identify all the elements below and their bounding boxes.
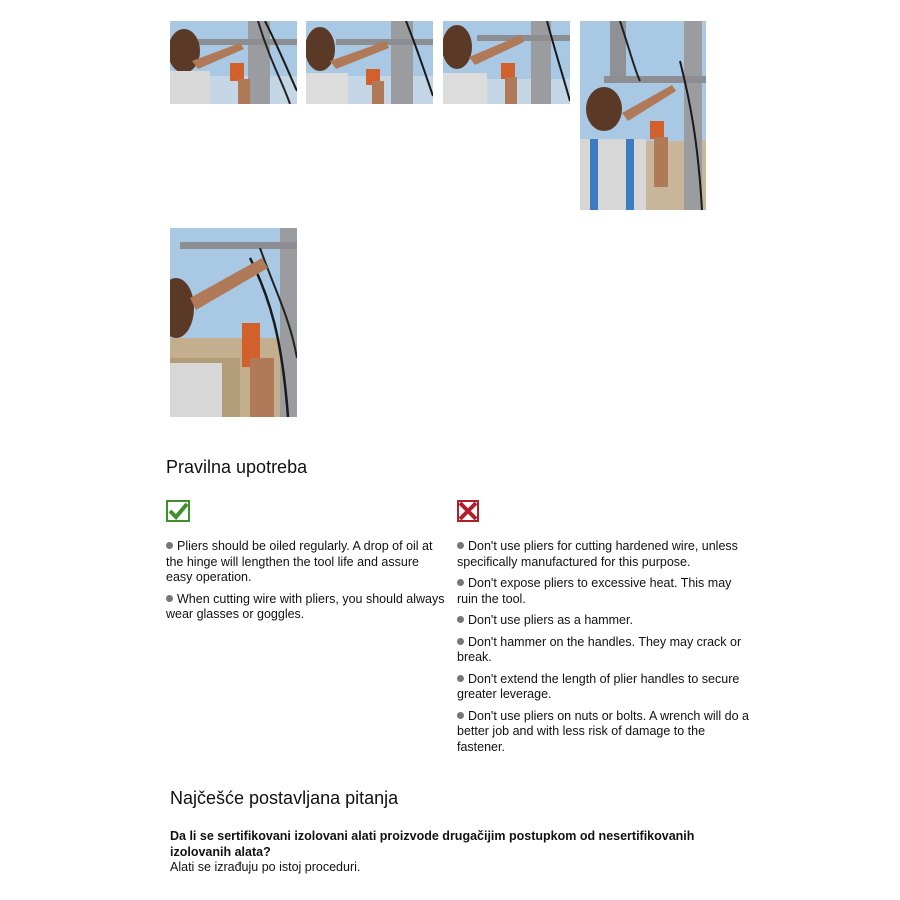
faq-answer: Alati se izrađuju po istoj proceduri. [170, 860, 361, 874]
bullet-icon [457, 675, 464, 682]
do-item-text: When cutting wire with pliers, you should always wear glasses or goggles. [166, 591, 445, 621]
dont-item-text: Don't use pliers as a hammer. [468, 613, 633, 627]
list-item [457, 613, 753, 629]
red-x-icon [457, 500, 481, 522]
bullet-icon [457, 712, 464, 719]
bullet-icon [457, 579, 464, 586]
gallery-thumbnail-4[interactable] [580, 21, 706, 210]
gallery-thumbnail-5[interactable] [170, 228, 297, 417]
list-item [457, 709, 753, 756]
gallery-thumbnail-2[interactable] [306, 21, 433, 104]
list-item [457, 635, 753, 666]
lineman-photo [443, 21, 570, 104]
gallery-thumbnail-1[interactable] [170, 21, 297, 104]
bullet-icon [166, 542, 173, 549]
list-item [166, 539, 448, 586]
bullet-icon [166, 595, 173, 602]
list-item [457, 576, 753, 607]
dont-item-text: Don't hammer on the handles. They may crack or break. [457, 634, 742, 664]
bullet-icon [457, 542, 464, 549]
usage-section-title: Pravilna upotreba [166, 457, 308, 477]
list-item [457, 539, 753, 570]
gallery-thumbnail-3[interactable] [443, 21, 570, 104]
dont-item-text: Don't use pliers for cutting hardened wire, unless specifically manufactured for this purpose. [457, 539, 738, 569]
pliers-closeup-photo [170, 228, 297, 417]
dont-list [457, 539, 753, 761]
green-check-icon [166, 500, 190, 522]
do-item-text: Pliers should be oiled regularly. A drop of oil at the hinge will lengthen the tool life and assure easy operation. [166, 539, 433, 584]
lineman-on-pole-photo [580, 21, 706, 210]
faq-question: Da li se sertifikovani izolovani alati proizvode drugačijim postupkom od nesertifikovanih izolovanih alata? [170, 829, 695, 859]
bullet-icon [457, 638, 464, 645]
list-item [457, 672, 753, 703]
dont-item-text: Don't use pliers on nuts or bolts. A wrench will do a better job and with less risk of damage to the fastener. [457, 708, 750, 754]
bullet-icon [457, 616, 464, 623]
lineman-photo [170, 21, 297, 104]
list-item [166, 592, 448, 623]
faq-section-title: Najčešće postavljana pitanja [170, 788, 399, 808]
dont-item-text: Don't expose pliers to excessive heat. This may ruin the tool. [457, 576, 732, 606]
dont-item-text: Don't extend the length of plier handles to secure greater leverage. [457, 671, 740, 701]
do-list [166, 539, 448, 629]
lineman-photo [306, 21, 433, 104]
